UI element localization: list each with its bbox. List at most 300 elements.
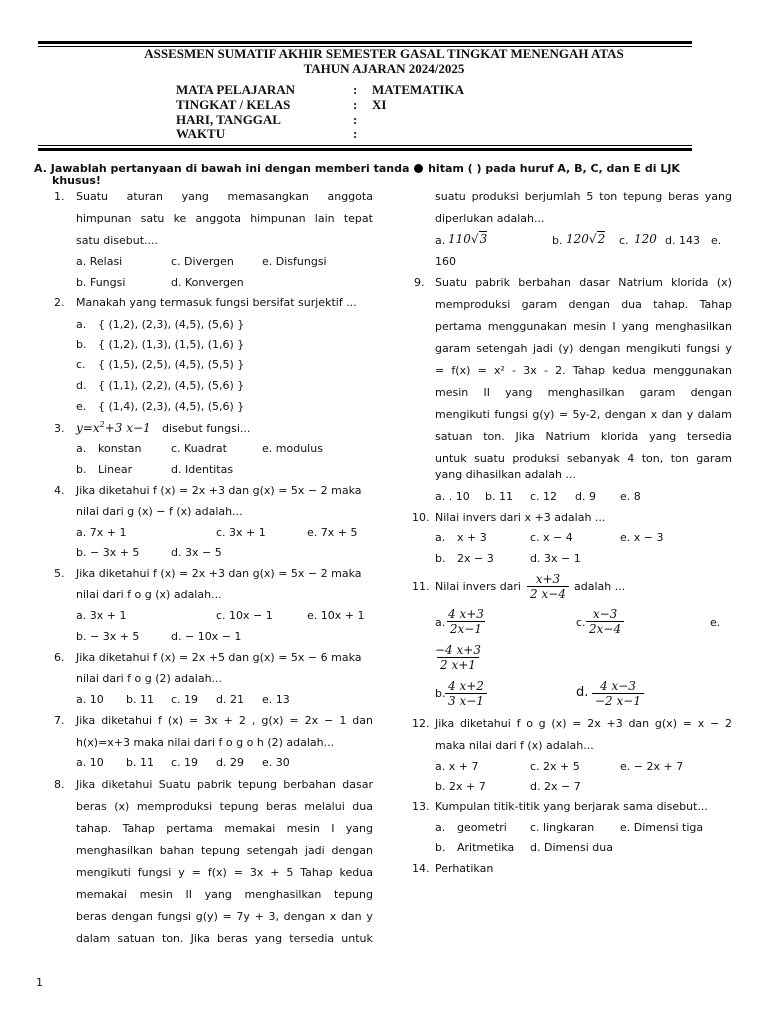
q8-line1 (76, 778, 373, 791)
word: (x) (551, 717, 567, 730)
q7-option: a. 10 (76, 756, 104, 769)
word: memasangkan (227, 190, 309, 203)
section-a-instruction (34, 163, 734, 187)
q8-line4 (76, 844, 373, 857)
word: pertama (166, 822, 214, 835)
q10-number: 10. (412, 511, 430, 524)
meta-value: MATEMATIKA (372, 82, 464, 97)
word: dasar (579, 276, 610, 289)
word: f (516, 717, 521, 730)
q5-line2: nilai dari f o g (x) adalah... (76, 588, 222, 601)
word: satuan (435, 430, 473, 443)
word: jadi (532, 342, 553, 355)
word: klorida (671, 276, 709, 289)
word: beras (76, 800, 107, 813)
word: himpunan (250, 212, 306, 225)
word: dengan (283, 910, 326, 923)
word: 5 (286, 866, 294, 879)
numerator: 4 x+3 (448, 607, 484, 621)
q2-number: 2. (54, 296, 65, 309)
word: ton. (162, 932, 184, 945)
denominator: 2 x+1 (437, 657, 479, 672)
word: berbahan (283, 778, 336, 791)
word: f(x) (451, 364, 471, 377)
word: = (188, 714, 199, 727)
page-number: 1 (36, 976, 43, 989)
word: = (435, 364, 445, 377)
numerator: 4 x+2 (448, 679, 484, 693)
word: Tahap (699, 298, 732, 311)
q10-option-c: c. x − 4 (530, 531, 573, 544)
word: tahap. (653, 298, 689, 311)
word: y (725, 342, 732, 355)
word: y (686, 408, 694, 421)
q12-line2: maka nilai dari f (x) adalah... (435, 739, 594, 752)
word: mengikuti (625, 342, 681, 355)
word: tahap. (76, 822, 112, 835)
word: y (366, 910, 373, 923)
q3-option-e: e. modulus (262, 442, 323, 455)
word: = (222, 910, 232, 923)
word: 3x (204, 714, 218, 727)
q5-option-e: e. 10x + 1 (307, 609, 365, 622)
q10-text: Nilai invers dari x +3 adalah ... (435, 511, 606, 524)
word: = (558, 408, 569, 421)
q8-option-b-letter: b. (552, 234, 563, 247)
word: I (331, 822, 335, 835)
word: (y) (558, 342, 574, 355)
word: pabrik (196, 778, 232, 791)
q8-option-b-value (566, 232, 605, 246)
word: fungsi (494, 408, 528, 421)
word: produksi (512, 452, 560, 465)
word: menggunakan (652, 364, 732, 377)
word: untuk (435, 452, 467, 465)
q6-option: c. 19 (171, 693, 199, 706)
word: beras (217, 932, 248, 945)
q3-option-d: d. Identitas (171, 463, 234, 476)
q12-option-a: a. x + 7 (435, 760, 479, 773)
instruction-part2: hitam ( ) pada huruf A, B, C, dan E di LJK (428, 162, 680, 175)
meta-key: TINGKAT / KELAS (176, 97, 291, 112)
q8-line6 (76, 888, 373, 901)
q5-line1: Jika diketahui f (x) = 2x +3 dan g(x) = 5x − 2 maka (76, 567, 362, 580)
q1-option-b: b. Fungsi (76, 276, 126, 289)
coefficient: 120 (566, 232, 589, 246)
word: g(y) (532, 408, 555, 421)
word: Tahap (572, 364, 606, 377)
word: untuk (341, 932, 373, 945)
word: garam (521, 298, 558, 311)
eq-equals: = (82, 421, 93, 435)
word: Suatu (435, 276, 467, 289)
q9-number: 9. (414, 276, 425, 289)
word: g(x) (654, 717, 677, 730)
q1-line2 (76, 212, 373, 225)
word: yang (505, 386, 533, 399)
academic-year: TAHUN AJARAN 2024/2025 (303, 61, 465, 76)
q9-option: e. 8 (620, 490, 641, 503)
radicand: 2 (597, 232, 606, 246)
q6-option: a. 10 (76, 693, 104, 706)
word: Suatu (158, 778, 191, 791)
word: pabrik (475, 276, 510, 289)
word: Jika (76, 714, 96, 727)
word: yang (181, 190, 209, 203)
q7-option: b. 11 (126, 756, 154, 769)
q11-option-e-fraction (432, 643, 484, 672)
q13-option-a: geometri (457, 821, 507, 834)
q3-option-b-letter: b. (76, 463, 87, 476)
word: - (543, 364, 548, 377)
q12-option-d: d. 2x − 7 (530, 780, 581, 793)
q2-option-letter: d. (76, 379, 87, 392)
q2-option-letter: c. (76, 358, 86, 371)
q11-option-d-fraction (592, 679, 644, 708)
word: tersedia (687, 430, 732, 443)
q8-option-a-value (448, 232, 487, 246)
q9-line3 (435, 320, 732, 333)
q10-option-b-letter: b. (435, 552, 446, 565)
q13-option-c: c. lingkaran (530, 821, 595, 834)
q8-option-e-value: 160 (435, 255, 456, 268)
q8-line5 (76, 866, 373, 879)
word: melalui (304, 800, 345, 813)
word: anggota (195, 212, 241, 225)
word: berjumlah (524, 190, 581, 203)
q12-option-c: c. 2x + 5 (530, 760, 580, 773)
q4-option-a: a. 7x + 1 (76, 526, 127, 539)
eq-y: y (76, 421, 83, 435)
word: himpunan (76, 212, 132, 225)
q8-option-d: d. 143 (665, 234, 700, 247)
q9-line4 (435, 342, 732, 355)
word: diketahui (459, 717, 511, 730)
word: Jika (76, 778, 96, 791)
sqrt-icon: √ (588, 232, 597, 246)
word: memproduksi (136, 800, 213, 813)
q2-option-text: { (1,2), (2,3), (4,5), (5,6) } (98, 318, 245, 331)
q2-option-text: { (1,1), (2,2), (4,5), (5,6) } (98, 379, 245, 392)
word: dengan (568, 298, 610, 311)
q6-option: b. 11 (126, 693, 154, 706)
word: dengan (690, 386, 732, 399)
word: II (483, 386, 490, 399)
word: setengah (246, 844, 299, 857)
word: tepung (200, 844, 240, 857)
eq-exponent: 2 (99, 420, 105, 429)
word: dan (661, 408, 683, 421)
q9-option: a. . 10 (435, 490, 470, 503)
word: fungsi (157, 910, 192, 923)
word: berbahan (518, 276, 571, 289)
word: tepung (237, 778, 277, 791)
word: yang (254, 932, 283, 945)
word: tersedia (289, 932, 335, 945)
q12-option-b: b. 2x + 7 (435, 780, 486, 793)
word: tepung (623, 190, 663, 203)
word: +3 (606, 717, 623, 730)
word: g (538, 717, 546, 730)
q11-option-d-letter: d. (576, 685, 589, 700)
q9-line6 (435, 386, 732, 399)
q12-number: 12. (412, 717, 430, 730)
word: suatu (474, 452, 505, 465)
meta-key: WAKTU (176, 126, 226, 141)
word: 5y-2, (572, 408, 601, 421)
word: sebanyak (566, 452, 620, 465)
q10-option-b: 2x − 3 (457, 552, 494, 565)
word: suatu (435, 190, 466, 203)
word: menggunakan (487, 320, 567, 333)
word: mesin (139, 888, 173, 901)
q12-option-e: e. − 2x + 7 (620, 760, 684, 773)
word: menghasilkan (76, 844, 153, 857)
q8-cont-line2: diperlukan adalah... (435, 212, 545, 225)
q11-option-b-letter: b. (435, 687, 446, 700)
denominator: 2x−1 (447, 621, 485, 636)
word: bahan (159, 844, 195, 857)
word: dengan (578, 342, 621, 355)
word: pertama (435, 320, 482, 333)
word: (x) (167, 714, 183, 727)
word: (x) (114, 800, 130, 813)
denominator: −2 x−1 (592, 693, 644, 708)
word: yang (621, 320, 649, 333)
word: 2 (238, 714, 246, 727)
word: Natrium (618, 276, 663, 289)
denominator: 2 x−4 (527, 586, 569, 601)
word: 1 (339, 714, 347, 727)
q1-option-e: e. Disfungsi (262, 255, 327, 268)
eq-x: x (92, 421, 100, 435)
q3-equation (76, 420, 151, 435)
q8-number: 8. (54, 778, 65, 791)
q2-option-text: { (1,2), (1,3), (1,5), (1,6) } (98, 338, 245, 351)
q13-number: 13. (412, 800, 430, 813)
q7-number: 7. (54, 714, 65, 727)
q11-option-c-letter: c. (576, 616, 586, 629)
q13-option-b-letter: b. (435, 841, 446, 854)
q8-line8 (76, 932, 373, 945)
word: produksi (471, 190, 519, 203)
word: dan (352, 714, 373, 727)
denominator: 2x−4 (586, 621, 624, 636)
word: x (329, 910, 337, 923)
word: dan (628, 717, 650, 730)
q11-pre: Nilai invers dari (435, 580, 521, 593)
word: g(y) (195, 910, 218, 923)
word: y (178, 866, 185, 879)
word: , (251, 714, 256, 727)
q12-line1 (435, 717, 732, 730)
word: setengah (476, 342, 528, 355)
q4-line1: Jika diketahui f (x) = 2x +3 dan g(x) = 5x − 2 maka (76, 484, 362, 497)
word: yang (204, 888, 232, 901)
q3-number: 3. (54, 422, 65, 435)
filled-circle-icon (414, 164, 423, 173)
word: = (682, 717, 692, 730)
q4-number: 4. (54, 484, 65, 497)
word: yang (649, 430, 677, 443)
word: (x) (716, 276, 732, 289)
q3-option-c: c. Kuadrat (171, 442, 227, 455)
meta-colon: : (353, 126, 358, 141)
word: mesin (573, 320, 607, 333)
word: x (650, 408, 658, 421)
word: 2 (724, 717, 732, 730)
word: = (572, 717, 582, 730)
numerator: x+3 (535, 572, 561, 586)
word: Jika (190, 932, 210, 945)
q1-option-d: d. Konvergen (171, 276, 244, 289)
word: lain (314, 212, 335, 225)
q7-line1 (76, 714, 373, 727)
word: menghasilkan (547, 386, 625, 399)
q9-option: b. 11 (485, 490, 513, 503)
word: + (270, 866, 280, 879)
word: g(x) (261, 714, 284, 727)
q9-line7 (435, 408, 732, 421)
instruction-part3: khusus! (52, 174, 101, 187)
q4-option-c: c. 3x + 1 (216, 526, 266, 539)
meta-key: MATA PELAJARAN (176, 82, 296, 97)
word: dengan (604, 408, 647, 421)
meta-value: XI (372, 97, 387, 112)
q7-option: c. 19 (171, 756, 199, 769)
q2-option-text: { (1,4), (2,3), (4,5), (5,6) } (98, 400, 245, 413)
q2-option-letter: b. (76, 338, 87, 351)
word: - (512, 364, 517, 377)
numerator: x−3 (592, 607, 618, 621)
q5-option-b: b. − 3x + 5 (76, 630, 140, 643)
word: ton (670, 452, 689, 465)
word: + (223, 714, 233, 727)
meta-colon: : (353, 112, 358, 127)
q14-number: 14. (412, 862, 430, 875)
q6-line2: nilai dari f o g (2) adalah... (76, 672, 223, 685)
word: 2. (555, 364, 566, 377)
word: Jika (435, 717, 455, 730)
q1-line3: satu disebut.... (76, 234, 159, 247)
word: aturan (126, 190, 163, 203)
word: klorida (600, 430, 639, 443)
word: kedua (339, 866, 373, 879)
word: garam (696, 452, 732, 465)
eq-rest: +3 x−1 (104, 421, 151, 435)
q13-option-e: e. Dimensi tiga (620, 821, 704, 834)
word: Jika (515, 430, 535, 443)
word: jadi (304, 844, 325, 857)
word: = (289, 714, 299, 727)
q8-cont-line1 (435, 190, 732, 203)
q8-line3 (76, 822, 373, 835)
q7-option: d. 29 (216, 756, 244, 769)
q13-option-b: Aritmetika (457, 841, 515, 854)
word: x (697, 717, 705, 730)
word: fungsi (686, 342, 720, 355)
word: f(x) (207, 866, 227, 879)
meta-key: HARI, TANGGAL (176, 112, 281, 127)
word: 3x (249, 866, 264, 879)
q5-option-d: d. − 10x − 1 (171, 630, 242, 643)
radicand: 3 (479, 232, 488, 246)
q11-post: adalah ... (574, 580, 626, 593)
word: menghasilkan (655, 320, 732, 333)
q5-number: 5. (54, 567, 65, 580)
word: garam (435, 342, 471, 355)
q6-line1: Jika diketahui f (x) = 2x +5 dan g(x) = 5x − 6 maka (76, 651, 362, 664)
header-bottom-rule-thin (38, 145, 692, 146)
q11-option-b-fraction (445, 679, 487, 708)
word: dasar (342, 778, 373, 791)
q13-option-a-letter: a. (435, 821, 446, 834)
q4-line2: nilai dari g (x) − f (x) adalah... (76, 505, 243, 518)
q9-option: d. 9 (575, 490, 596, 503)
q2-text: Manakah yang termasuk fungsi bersifat surjektif ... (76, 296, 357, 309)
word: Tahap (122, 822, 155, 835)
word: − (709, 717, 720, 730)
word: − (324, 714, 334, 727)
q7-option: e. 30 (262, 756, 290, 769)
word: 4 (627, 452, 635, 465)
word: dalam (697, 408, 732, 421)
word: mesin (286, 822, 320, 835)
q3-option-b: Linear (98, 463, 133, 476)
word: memproduksi (435, 298, 511, 311)
word: dua (621, 298, 642, 311)
q4-option-d: d. 3x − 5 (171, 546, 222, 559)
word: beras (668, 190, 699, 203)
word: satu (140, 212, 165, 225)
q11-fraction (527, 572, 569, 601)
q4-option-e: e. 7x + 5 (307, 526, 358, 539)
meta-colon: : (353, 97, 358, 112)
word: mesin (435, 386, 469, 399)
word: yang (345, 822, 373, 835)
word: diketahui (101, 714, 153, 727)
word: ton. (483, 430, 505, 443)
word: diketahui (101, 778, 153, 791)
word: mengikuti (435, 408, 490, 421)
q8-option-c-value: 120 (634, 232, 657, 246)
word: ke (173, 212, 187, 225)
q4-option-b: b. − 3x + 5 (76, 546, 140, 559)
header-bottom-rule-thick (38, 148, 692, 151)
word: menghasilkan (244, 888, 322, 901)
word: tepung (333, 888, 373, 901)
q8-option-c-letter: c. (619, 234, 629, 247)
q10-option-a: x + 3 (457, 531, 487, 544)
q10-option-e: e. x − 3 (620, 531, 664, 544)
q9-line9 (435, 452, 732, 465)
word: ton (599, 190, 618, 203)
q10-option-a-letter: a. (435, 531, 446, 544)
q8-line7 (76, 910, 373, 923)
numerator: 4 x−3 (600, 679, 636, 693)
q2-option-text: { (1,5), (2,5), (4,5), (5,5) } (98, 358, 245, 371)
q6-option: e. 13 (262, 693, 290, 706)
q6-option: d. 21 (216, 693, 244, 706)
word: = (191, 866, 201, 879)
q5-option-a: a. 3x + 1 (76, 609, 127, 622)
q8-line2 (76, 800, 373, 813)
coefficient: 110 (448, 232, 471, 246)
sqrt-icon: √ (470, 232, 479, 246)
word: 3x (523, 364, 537, 377)
word: II (185, 888, 192, 901)
q11-option-a-letter: a. (435, 616, 446, 629)
